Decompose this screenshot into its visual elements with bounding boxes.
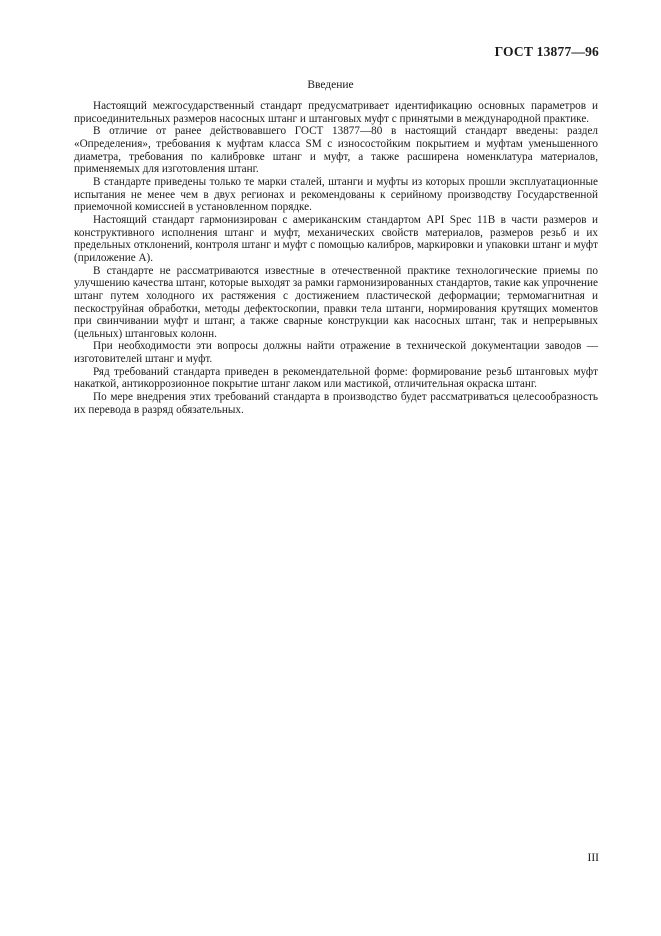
paragraph: Настоящий стандарт гармонизирован с американским стандартом API Spec 11B в части размеров и конструктивного исполнения штанг и муфт, механических свойств материалов, размеров резьб и их предельных отклонений, контроля штанг и муфт с помощью калибров, маркировки и упаковки штанг и муфт (приложение А). [74,213,598,264]
paragraph: В отличие от ранее действовавшего ГОСТ 13877—80 в настоящий стандарт введены: раздел «Определения», требования к муфтам класса SM с износостойким покрытием и муфтам уменьшенного диаметра, требования по калибровке штанг и муфт, а также расширена номенклатура материалов, применяемых для изготовления штанг. [74,125,598,176]
standard-code: ГОСТ 13877—96 [494,44,599,59]
paragraph: В стандарте не рассматриваются известные в отечественной практике технологические приемы по улучшению качества штанг, которые выходят за рамки гармонизированных стандартов, такие как упрочнение штанг путем холодного их растяжения с достижением пластической деформации; термомагнитная и пескоструйная обработки, методы дефектоскопии, правки тела штанги, нормирования крутящих моментов при свинчивании муфт и штанг, а также сварные конструкции как насосных штанг, так и непрерывных (цельных) штанговых колонн. [74,264,598,340]
paragraph: Ряд требований стандарта приведен в рекомендательной форме: формирование резьб штанговых муфт накаткой, антикоррозионное покрытие штанг лаком или мастикой, отличительная окраска штанг. [74,365,598,391]
paragraph: В стандарте приведены только те марки сталей, штанги и муфты из которых прошли эксплуатационные испытания не менее чем в двух регионах и рекомендованы к серийному производству Государственной приемочной комиссией в установленном порядке. [74,175,598,214]
paragraph: По мере внедрения этих требований стандарта в производство будет рассматриваться целесообразность их перевода в разряд обязательных. [74,391,598,416]
section-title: Введение [307,79,354,91]
page-number: III [587,852,599,864]
body-text [74,100,598,416]
paragraph: Настоящий межгосударственный стандарт предусматривает идентификацию основных параметров и присоединительных размеров насосных штанг и штанговых муфт с принятыми в международной практике. [74,100,598,125]
paragraph: При необходимости эти вопросы должны найти отражение в технической документации заводов — изготовителей штанг и муфт. [74,340,598,366]
